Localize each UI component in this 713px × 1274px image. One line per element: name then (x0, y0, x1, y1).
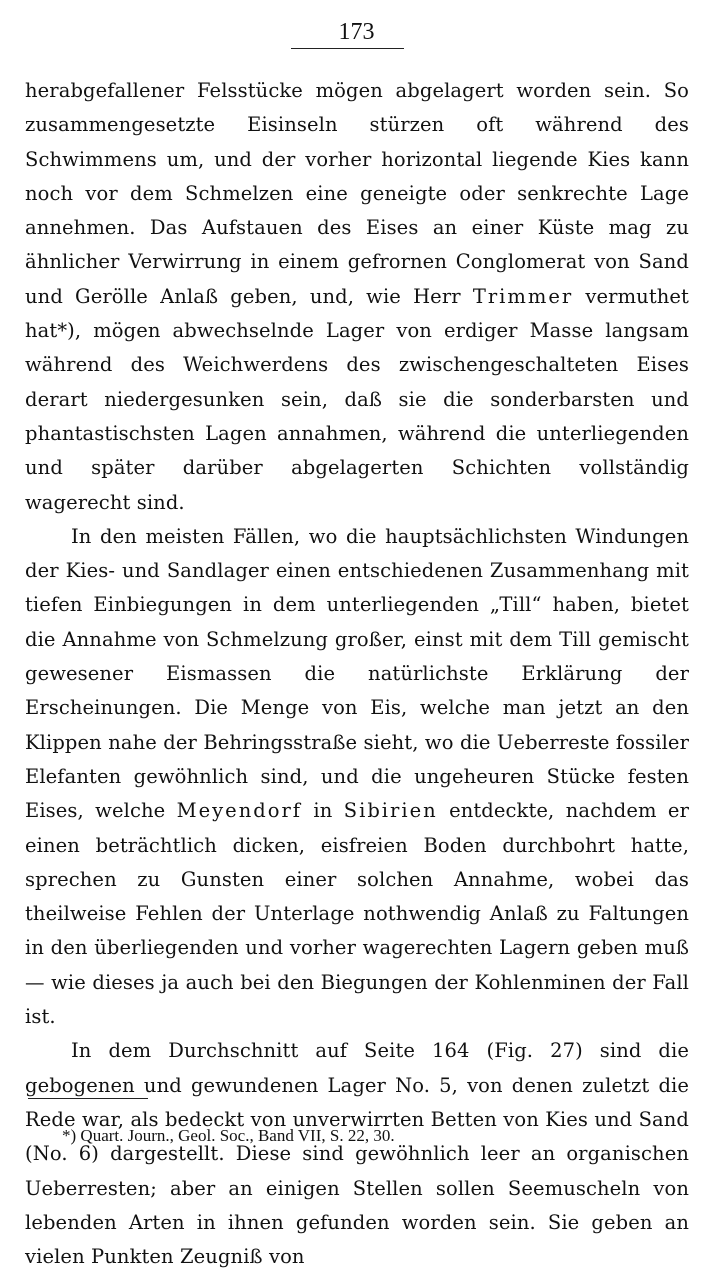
text-segment: In dem Durchschnitt auf Seite 164 (Fig. 27) sind die gebogenen und gewundenen Lager No. 5, von denen zuletzt die Rede war, als bedeckt von unverwirrten Betten von Kies und Sand (No. 6) dargestellt. Diese sind gewöhnlich leer an organischen Ueberresten; aber an einigen Stellen sollen Seemuscheln von lebenden Arten in ihnen gefunden worden sein. Sie geben an vielen Punkten Zeugniß von (25, 1039, 689, 1269)
emphasized-name: Sibirien (343, 799, 438, 823)
page-number: 173 (338, 19, 375, 45)
emphasized-name: Meyendorf (176, 799, 303, 823)
text-segment: entdeckte, nachdem er einen beträchtlich dicken, eisfreien Boden durchbohrt hatte, sprechen zu Gunsten einer solchen Annahme, wobei das theilweise Fehlen der Unterlage nothwendig Anlaß zu Faltungen in den überliegenden und vorher wagerechten Lagern geben muß — wie dieses ja auch bei den Biegungen der Kohlenminen der Fall ist. (25, 799, 689, 1029)
body-text (25, 74, 689, 1274)
footnote: *) Quart. Journ., Geol. Soc., Band VII, S. 22, 30. (62, 1126, 395, 1145)
header-rule (291, 48, 404, 49)
text-segment: herabgefallener Felsstücke mögen abgelagert worden sein. So zusammengesetzte Eisinseln stürzen oft während des Schwimmens um, und der vorher horizontal liegende Kies kann noch vor dem Schmelzen eine geneigte oder senkrechte Lage annehmen. Das Aufstauen des Eises an einer Küste mag zu ähnlicher Verwirrung in einem gefrornen Conglomerat von Sand und Gerölle Anlaß geben, und, wie Herr (25, 79, 689, 308)
paragraph (25, 1034, 689, 1274)
text-segment: In den meisten Fällen, wo die hauptsächlichsten Windungen der Kies- und Sandlager einen entschiedenen Zusammenhang mit tiefen Einbiegungen in dem unterliegenden „Till“ haben, bietet die Annahme von Schmelzung großer, einst mit dem Till gemischt gewesener Eismassen die natürlichste Erklärung der Erscheinungen. Die Menge von Eis, welche man jetzt an den Klippen nahe der Behringsstraße sieht, wo die Ueberreste fossiler Elefanten gewöhnlich sind, und die ungeheuren Stücke festen Eises, welche (25, 524, 689, 823)
text-segment: in (302, 799, 344, 823)
text-segment: vermuthet hat*), mögen abwechselnde Lager von erdiger Masse langsam während des Weichwerdens des zwischengeschalteten Eises derart niedergesunken sein, daß sie die sonderbarsten und phantastischsten Lagen annahmen, während die unterliegenden und später darüber abgelagerten Schichten vollständig wagerecht sind. (25, 284, 689, 514)
paragraph (25, 74, 689, 520)
emphasized-name: Trimmer (472, 284, 574, 308)
paragraph (25, 520, 689, 1034)
footnote-rule (28, 1098, 148, 1099)
